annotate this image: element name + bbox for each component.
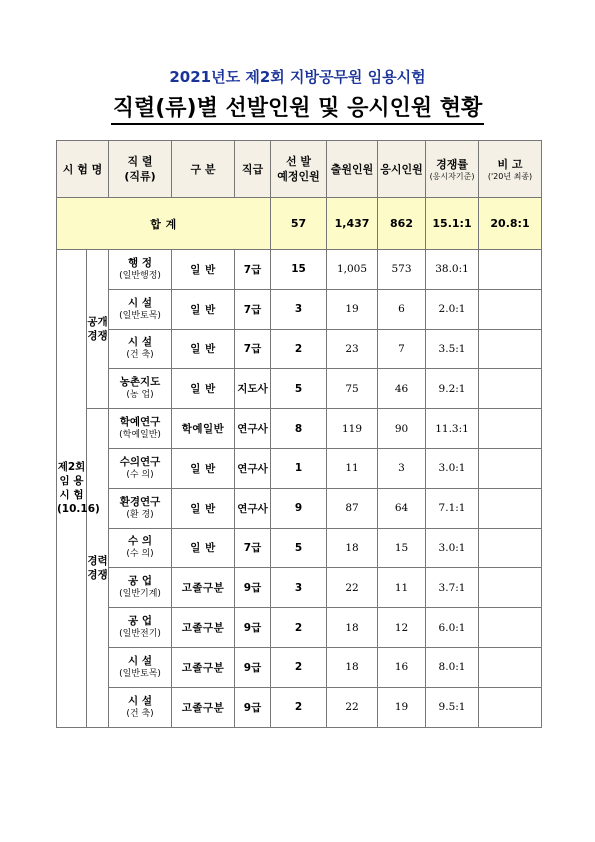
taken-cell: 19 (378, 687, 426, 727)
taken-cell: 64 (378, 488, 426, 528)
taken-cell: 3 (378, 448, 426, 488)
rank-sub: (수 의) (126, 549, 154, 560)
grade-cell: 7급 (235, 528, 271, 568)
rank-name: 농촌지도 (119, 376, 161, 389)
rank-cell (109, 608, 172, 648)
planned-cell: 1 (271, 448, 327, 488)
type-cell: 고졸구분 (172, 608, 235, 648)
note-cell (479, 250, 542, 290)
header-grade: 직급 (235, 141, 271, 198)
planned-cell: 3 (271, 289, 327, 329)
type-cell: 일 반 (172, 329, 235, 369)
taken-cell: 16 (378, 647, 426, 687)
planned-cell: 3 (271, 568, 327, 608)
grade-cell: 9급 (235, 568, 271, 608)
type-cell: 일 반 (172, 528, 235, 568)
table-row (57, 289, 542, 329)
exam-name-line: 임 용 (59, 475, 84, 488)
taken-cell: 15 (378, 528, 426, 568)
ratio-cell: 6.0:1 (426, 608, 479, 648)
taken-cell: 7 (378, 329, 426, 369)
table-row (57, 488, 542, 528)
note-cell (479, 329, 542, 369)
taken-cell: 573 (378, 250, 426, 290)
table-row (57, 608, 542, 648)
ratio-cell: 7.1:1 (426, 488, 479, 528)
exam-name-line: 시 험 (59, 489, 84, 502)
header-note: 비 고 ('20년 최종) (479, 141, 542, 198)
total-note: 20.8:1 (479, 198, 542, 250)
grade-cell: 지도사 (235, 369, 271, 409)
planned-cell: 8 (271, 409, 327, 449)
ratio-cell: 9.2:1 (426, 369, 479, 409)
exam-name-line: 제2회 (57, 461, 86, 474)
planned-cell: 2 (271, 608, 327, 648)
applied-cell: 11 (327, 448, 378, 488)
note-cell (479, 687, 542, 727)
page-subtitle: 직렬(류)별 선발인원 및 응시인원 현황 (0, 91, 595, 125)
taken-cell: 46 (378, 369, 426, 409)
ratio-cell: 11.3:1 (426, 409, 479, 449)
ratio-cell: 3.5:1 (426, 329, 479, 369)
rank-cell (109, 687, 172, 727)
taken-cell: 11 (378, 568, 426, 608)
table-row (57, 250, 542, 290)
total-row (57, 198, 542, 250)
exam-name-line: (10.16) (57, 503, 100, 516)
note-cell (479, 528, 542, 568)
table-row (57, 329, 542, 369)
header-applied: 출원인원 (327, 141, 378, 198)
applied-cell: 18 (327, 608, 378, 648)
taken-cell: 90 (378, 409, 426, 449)
total-label: 합 계 (57, 198, 271, 250)
type-cell: 일 반 (172, 250, 235, 290)
grade-cell: 연구사 (235, 488, 271, 528)
page-title: 2021년도 제2회 지방공무원 임용시험 (169, 68, 426, 86)
rank-name: 공 업 (128, 575, 152, 588)
header-rank: 직 렬 (직류) (109, 141, 172, 198)
rank-name: 시 설 (128, 336, 152, 349)
rank-cell (109, 250, 172, 290)
rank-sub: (일반행정) (119, 270, 161, 281)
planned-cell: 2 (271, 329, 327, 369)
rank-name: 수 의 (128, 535, 152, 548)
note-cell (479, 448, 542, 488)
rank-name: 공 업 (128, 615, 152, 628)
ratio-cell: 3.0:1 (426, 448, 479, 488)
type-cell: 일 반 (172, 289, 235, 329)
taken-cell: 6 (378, 289, 426, 329)
planned-cell: 5 (271, 528, 327, 568)
rank-sub: (일반토목) (119, 668, 161, 679)
note-cell (479, 647, 542, 687)
applied-cell: 87 (327, 488, 378, 528)
type-cell: 일 반 (172, 448, 235, 488)
type-cell: 고졸구분 (172, 687, 235, 727)
type-cell: 일 반 (172, 369, 235, 409)
note-cell (479, 568, 542, 608)
rank-cell (109, 528, 172, 568)
rank-sub: (수 의) (126, 469, 154, 480)
note-cell (479, 608, 542, 648)
rank-cell (109, 647, 172, 687)
applied-cell: 18 (327, 528, 378, 568)
grade-cell: 7급 (235, 250, 271, 290)
ratio-cell: 3.7:1 (426, 568, 479, 608)
header-taken: 응시인원 (378, 141, 426, 198)
planned-cell: 2 (271, 687, 327, 727)
rank-cell (109, 568, 172, 608)
planned-cell: 2 (271, 647, 327, 687)
grade-cell: 9급 (235, 608, 271, 648)
rank-cell (109, 289, 172, 329)
group-open: 공개 경쟁 (87, 250, 109, 409)
applied-cell: 19 (327, 289, 378, 329)
rank-sub: (일반전기) (119, 629, 161, 640)
rank-name: 수의연구 (119, 455, 161, 468)
grade-cell: 7급 (235, 329, 271, 369)
applied-cell: 1,005 (327, 250, 378, 290)
table-row (57, 369, 542, 409)
planned-cell: 5 (271, 369, 327, 409)
ratio-cell: 38.0:1 (426, 250, 479, 290)
table-row (57, 409, 542, 449)
planned-cell: 15 (271, 250, 327, 290)
rank-cell (109, 448, 172, 488)
rank-name: 시 설 (128, 694, 152, 707)
note-cell (479, 289, 542, 329)
grade-cell: 9급 (235, 687, 271, 727)
ratio-cell: 8.0:1 (426, 647, 479, 687)
rank-sub: (환 경) (126, 509, 154, 520)
total-planned: 57 (271, 198, 327, 250)
total-ratio: 15.1:1 (426, 198, 479, 250)
grade-cell: 연구사 (235, 409, 271, 449)
note-cell (479, 409, 542, 449)
grade-cell: 9급 (235, 647, 271, 687)
rank-cell (109, 488, 172, 528)
applied-cell: 75 (327, 369, 378, 409)
total-taken: 862 (378, 198, 426, 250)
header-planned: 선 발 예정인원 (271, 141, 327, 198)
applied-cell: 22 (327, 687, 378, 727)
grade-cell: 7급 (235, 289, 271, 329)
rank-name: 시 설 (128, 654, 152, 667)
rank-name: 시 설 (128, 296, 152, 309)
type-cell: 일 반 (172, 488, 235, 528)
header-row (57, 141, 542, 198)
header-type: 구 분 (172, 141, 235, 198)
ratio-cell: 3.0:1 (426, 528, 479, 568)
group-career: 경력 경쟁 (87, 409, 109, 727)
grade-cell: 연구사 (235, 448, 271, 488)
rank-name: 행 정 (128, 256, 152, 269)
rank-cell (109, 369, 172, 409)
rank-sub: (일반토목) (119, 310, 161, 321)
rank-sub: (학예일반) (119, 430, 161, 441)
total-applied: 1,437 (327, 198, 378, 250)
rank-name: 학예연구 (119, 416, 161, 429)
type-cell: 고졸구분 (172, 568, 235, 608)
table-row (57, 448, 542, 488)
note-cell (479, 369, 542, 409)
header-ratio: 경쟁률 (응시자기준) (426, 141, 479, 198)
rank-name: 환경연구 (119, 495, 161, 508)
planned-cell: 9 (271, 488, 327, 528)
header-exam: 시 험 명 (57, 141, 109, 198)
table-row (57, 647, 542, 687)
type-cell: 고졸구분 (172, 647, 235, 687)
applied-cell: 22 (327, 568, 378, 608)
applied-cell: 18 (327, 647, 378, 687)
rank-sub: (건 축) (126, 708, 154, 719)
ratio-cell: 2.0:1 (426, 289, 479, 329)
rank-cell (109, 409, 172, 449)
rank-sub: (농 업) (126, 390, 154, 401)
applied-cell: 119 (327, 409, 378, 449)
table-row (57, 687, 542, 727)
table-row (57, 568, 542, 608)
type-cell: 학예일반 (172, 409, 235, 449)
taken-cell: 12 (378, 608, 426, 648)
recruitment-table (56, 140, 542, 728)
table-row (57, 528, 542, 568)
rank-cell (109, 329, 172, 369)
rank-sub: (건 축) (126, 350, 154, 361)
applied-cell: 23 (327, 329, 378, 369)
ratio-cell: 9.5:1 (426, 687, 479, 727)
note-cell (479, 488, 542, 528)
rank-sub: (일반기계) (119, 589, 161, 600)
